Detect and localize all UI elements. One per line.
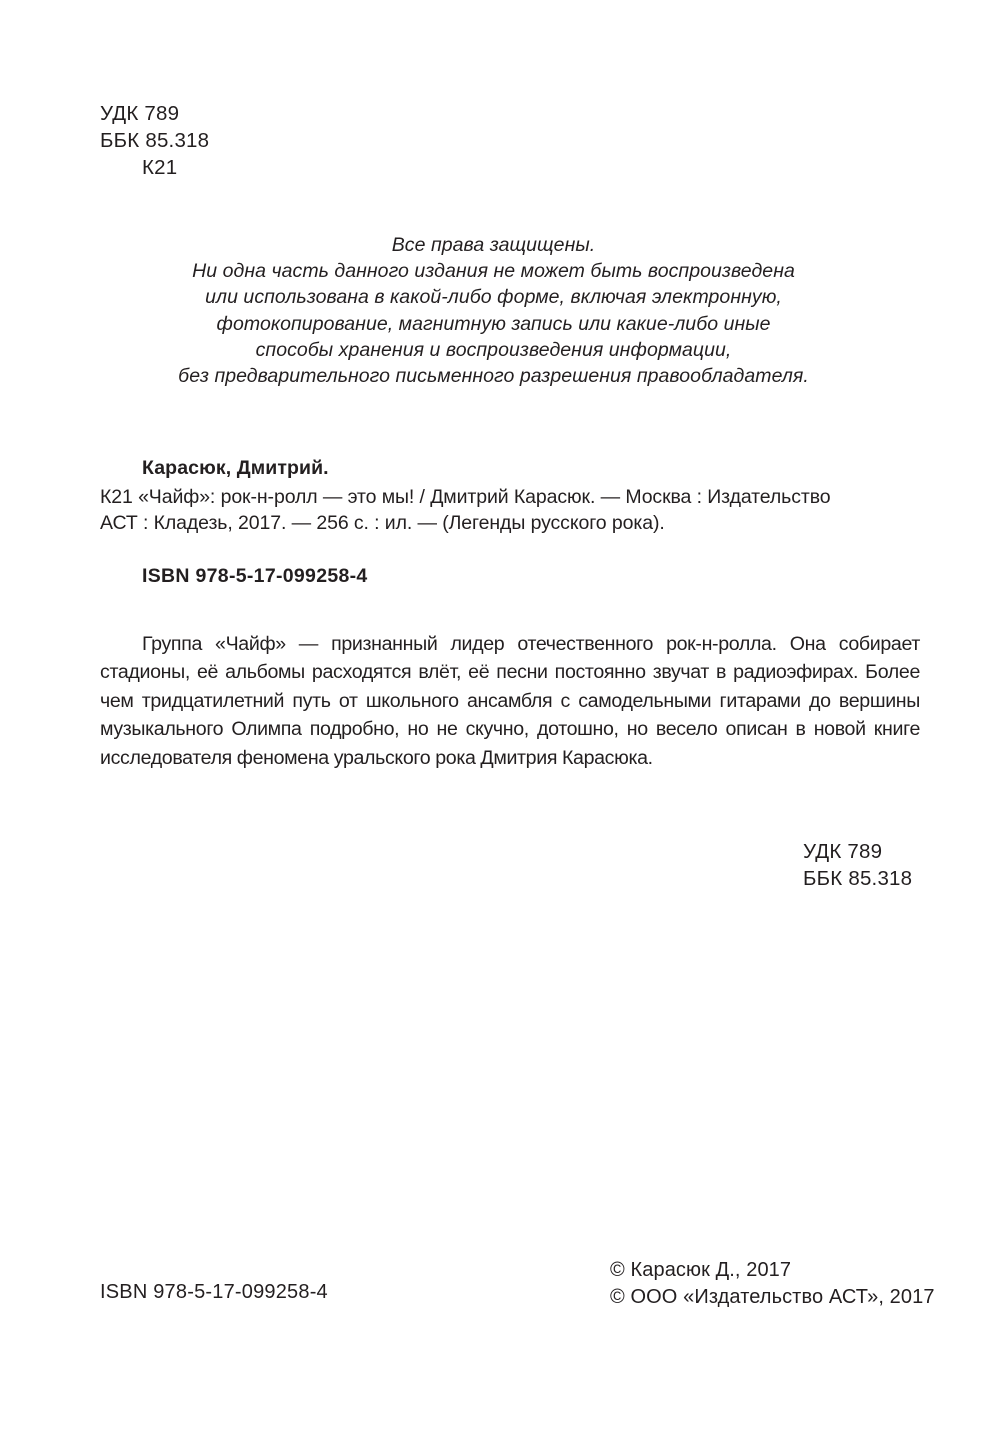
rights-notice-line: или использована в какой-либо форме, включая электронную,: [205, 286, 782, 309]
rights-notice: [0, 232, 987, 389]
footer-copyright-block: [610, 1257, 935, 1311]
bbk-code-top: ББК 85.318: [100, 129, 210, 152]
biblio-description-line-1: К21 «Чайф»: рок-н-ролл — это мы! / Дмитрий Карасюк. — Москва : Издательство: [100, 485, 831, 508]
biblio-author-heading: Карасюк, Дмитрий.: [142, 457, 329, 479]
annotation-paragraph: Группа «Чайф» — признанный лидер отечественного рок-н-ролла. Она собирает стадионы, её альбомы расходятся влёт, её песни постоянно звучат в радиоэфирах. Более чем тридцатилетний путь от школьного ансамбля с самодельными гитарами до вершины музыкального Олимпа подробно, но не скучно, дотошно, но весело описан в новой книге исследователя феномена уральского рока Дмитрия Карасюка.: [100, 632, 920, 769]
copyright-line-author: © Карасюк Д., 2017: [610, 1259, 792, 1281]
bibliographic-record: [100, 455, 900, 537]
rights-notice-line: способы хранения и воспроизведения информации,: [255, 338, 732, 361]
udk-code-top: УДК 789: [100, 102, 180, 125]
classification-block-bottom: [803, 838, 912, 892]
rights-notice-line: Все права защищены.: [391, 234, 596, 256]
rights-notice-line: без предварительного письменного разрешения правообладателя.: [178, 365, 809, 388]
copyright-line-publisher: © ООО «Издательство АСТ», 2017: [610, 1286, 935, 1308]
rights-notice-line: фотокопирование, магнитную запись или какие-либо иные: [216, 312, 771, 335]
biblio-description-line-2: АСТ : Кладезь, 2017. — 256 с. : ил. — (Легенды русского рока).: [100, 512, 665, 534]
footer-isbn: ISBN 978-5-17-099258-4: [100, 1281, 328, 1303]
rights-notice-line: Ни одна часть данного издания не может быть воспроизведена: [192, 260, 795, 283]
isbn-heading: ISBN 978-5-17-099258-4: [142, 565, 368, 587]
author-code-top: К21: [142, 156, 178, 179]
classification-block-top: [100, 100, 330, 181]
udk-code-bottom: УДК 789: [803, 840, 883, 863]
bbk-code-bottom: ББК 85.318: [803, 867, 913, 890]
